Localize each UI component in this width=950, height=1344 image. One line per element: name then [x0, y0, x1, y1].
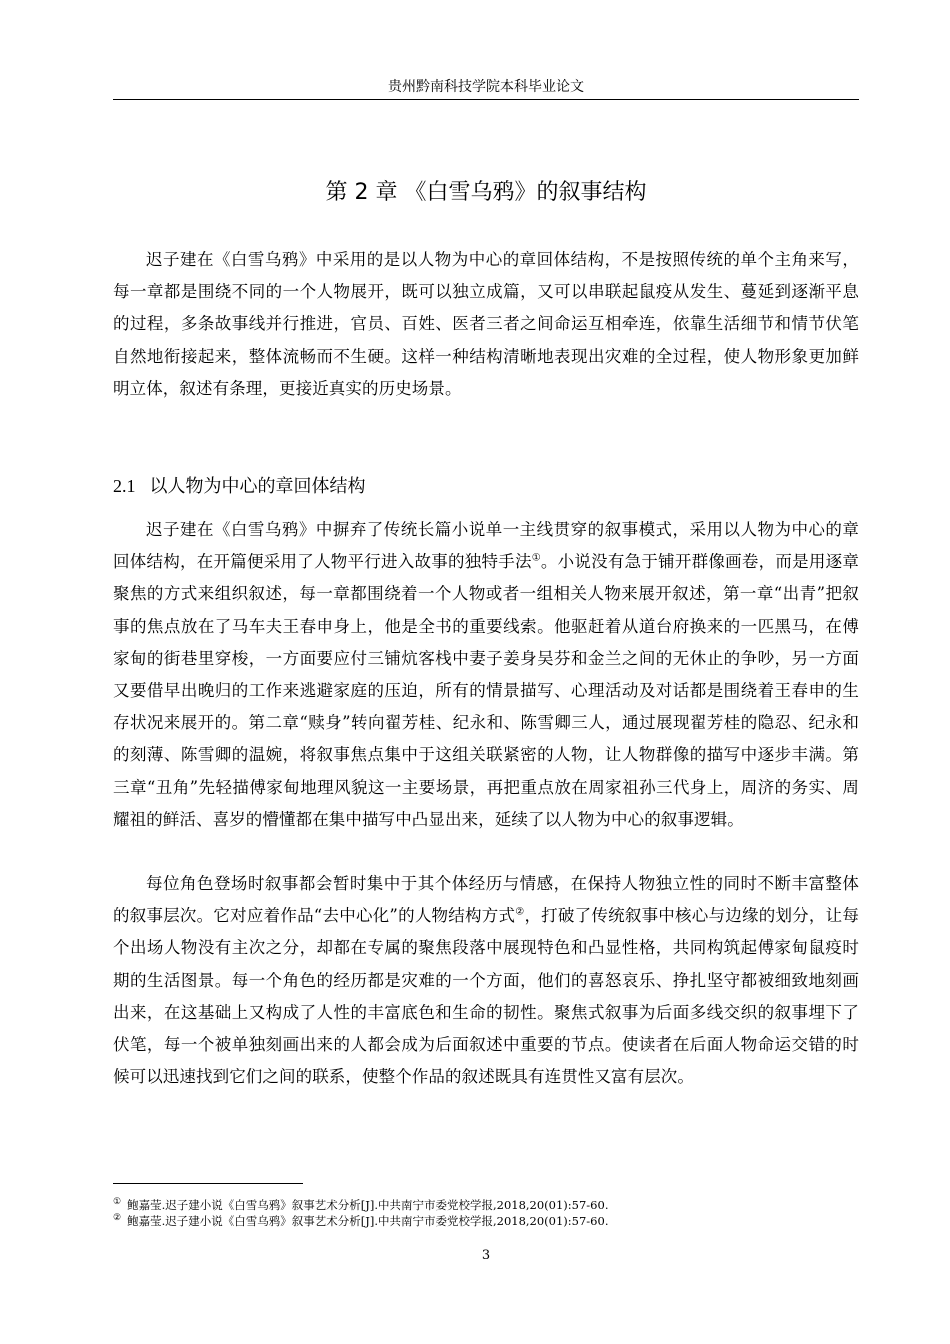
chapter-title: 第 2 章 《白雪乌鸦》的叙事结构 — [325, 180, 647, 205]
page-number: 3 — [481, 1248, 491, 1263]
footnote-separator — [113, 1183, 303, 1184]
paragraph-text: ，打破了传统叙事中核心与边缘的划分，让每个出场人物没有主次之分，却都在专属的聚焦段落中展现特色和凸显性格，共同构筑起傅家甸鼠疫时期的生活图景。每一个角色的经历都是灾难的一个方面，他们的喜怒哀乐、挣扎坚守都被细致地刻画出来，在这基础上又构成了人性的丰富底色和生命的韧性。聚焦式叙事为后面多线交织的叙事埋下了伏笔，每一个被单独刻画出来的人都会成为后面叙述中重要的节点。使读者在后面人物命运交错的时候可以迅速找到它们之间的联系，使整个作品的叙述既具有连贯性又富有层次。 — [113, 906, 859, 1087]
paragraph-text: 。小说没有急于铺开群像画卷，而是用逐章聚焦的方式来组织叙述，每一章都围绕着一个人物或者一组相关人物来展开叙述，第一章“出青”把叙事的焦点放在了马车夫王春申身上，他是全书的重要线索。他驱赶着从道台府换来的一匹黑马，在傅家甸的街巷里穿梭，一方面要应付三铺炕客栈中妻子姜身吴芬和金兰之间的无休止的争吵，另一方面又要借早出晚归的工作来逃避家庭的压迫，所有的情景描写、心理活动及对话都是围绕着王春申的生存状况来展开的。第二章“赎身”转向翟芳桂、纪永和、陈雪卿三人，通过展现翟芳桂的隐忍、纪永和的刻薄、陈雪卿的温婉，将叙事焦点集中于这组关联紧密的人物，让人物群像的描写中逐步丰满。第三章“丑角”先轻描傅家甸地理风貌这一主要场景，再把重点放在周家祖孙三代身上，周济的务实、周耀祖的鲜活、喜岁的懵懂都在集中描写中凸显出来，延续了以人物为中心的叙事逻辑。 — [113, 552, 859, 829]
section-title: 以人物为中心的章回体结构 — [149, 476, 366, 497]
section-heading — [113, 473, 366, 500]
footnote-reference-1[interactable]: ① — [531, 552, 541, 564]
footnote-mark: ② — [113, 1213, 122, 1224]
running-header: 贵州黔南科技学院本科毕业论文 — [388, 79, 584, 95]
section-paragraph-1 — [113, 514, 859, 836]
footnote-text: 鲍嘉莹.迟子建小说《白雪乌鸦》叙事艺术分析[J].中共南宁市委党校学报,2018,20(01):57-60. — [127, 1214, 609, 1228]
footnote-2 — [113, 1214, 859, 1229]
header-rule — [113, 99, 859, 100]
paragraph-text: 每位角色登场时叙事都会暂时集中于其个体经历与情感，在保持人物独立性的同时不断丰富整体的叙事层次。它对应着作品“去中心化”的人物结构方式 — [113, 874, 859, 926]
footnote-text: 鲍嘉莹.迟子建小说《白雪乌鸦》叙事艺术分析[J].中共南宁市委党校学报,2018,20(01):57-60. — [127, 1198, 609, 1212]
footnote-reference-2[interactable]: ② — [515, 906, 525, 918]
section-paragraph-2 — [113, 868, 859, 1093]
section-number: 2.1 — [113, 476, 136, 496]
paragraph-text: 迟子建在《白雪乌鸦》中摒弃了传统长篇小说单一主线贯穿的叙事模式，采用以人物为中心的章回体结构，在开篇便采用了人物平行进入故事的独特手法 — [113, 520, 859, 572]
intro-paragraph: 迟子建在《白雪乌鸦》中采用的是以人物为中心的章回体结构，不是按照传统的单个主角来写，每一章都是围绕不同的一个人物展开，既可以独立成篇，又可以串联起鼠疫从发生、蔓延到逐渐平息的过程，多条故事线并行推进，官员、百姓、医者三者之间命运互相牵连，依靠生活细节和情节伏笔自然地衔接起来，整体流畅而不生硬。这样一种结构清晰地表现出灾难的全过程，使人物形象更加鲜明立体，叙述有条理，更接近真实的历史场景。 — [113, 250, 859, 398]
footnote-1 — [113, 1198, 859, 1213]
footnote-mark: ① — [113, 1197, 122, 1208]
